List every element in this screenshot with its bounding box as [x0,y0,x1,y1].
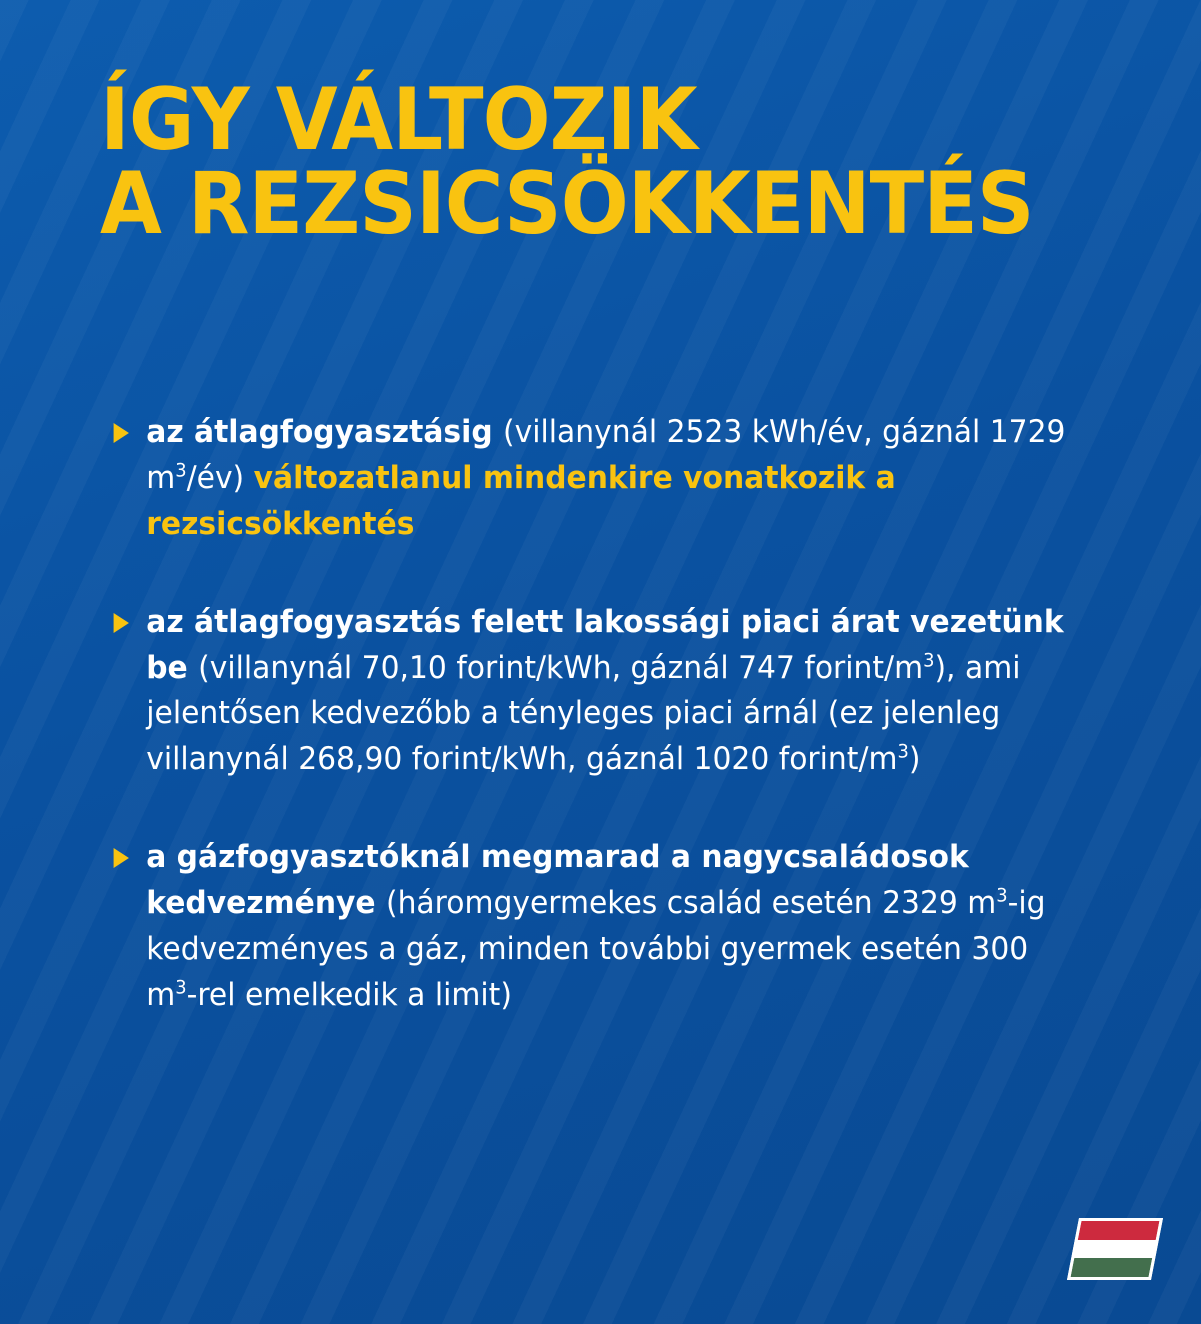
bullet-3-part-1: a gázfogyasztóknál megmarad a nagycsaládosok kedvezménye [146,839,969,921]
bullet-2-part-2: (villanynál 70,10 forint/kWh, gáznál 747 forint/m [198,649,924,686]
triangle-bullet-icon [114,848,129,868]
bullet-3-part-4: -ig kedvezményes a gáz, minden további gyermek esetén 300 m [146,885,1046,1013]
bullet-2-part-4: ), ami jelentősen kedvezőbb a tényleges piaci árnál (ez jelenleg villanynál 268,90 forint/kWh, gáznál 1020 forint/m [146,649,1021,778]
flag-stripe-red [1078,1221,1160,1240]
bullet-3-part-3: 3 [996,885,1008,907]
title-line-2: A REZSICSÖKKENTÉS [100,154,1034,255]
bullet-1-part-4: /év) [186,459,254,496]
bullet-3-part-6: -rel emelkedik a limit) [186,976,512,1013]
triangle-bullet-icon [114,613,129,633]
bullet-3-part-2: (háromgyermekes család esetén 2329 m [385,885,997,921]
bullet-3-part-5: 3 [175,977,187,999]
bullet-lakossagi-piaci-ar [104,600,1074,784]
bullet-2-part-3: 3 [923,650,935,672]
bullet-1-part-1: az átlagfogyasztásig [146,414,503,450]
bullet-nagycsaladosok [104,835,1074,1019]
bullet-1-part-3: 3 [175,460,187,482]
bullet-1-part-5: változatlanul mindenkire vonatkozik a rezsicsökkentés [146,459,896,542]
page-title [100,70,1049,255]
flag-stripe-white [1074,1240,1156,1259]
bullet-2-part-1: az átlagfogyasztás felett lakossági piaci árat vezetünk be [146,603,1064,686]
triangle-bullet-icon [114,423,129,443]
bullet-list [104,410,1114,1019]
bullet-1-part-2: (villanynál 2523 kWh/év, gáznál 1729 m [146,414,1066,496]
bullet-atlagfogyasztasig [104,410,1074,548]
bullet-2-part-5: 3 [897,741,909,763]
title-line-1: ÍGY VÁLTOZIK [100,70,697,170]
bullet-2-part-6: ) [908,741,921,778]
hungarian-flag-icon [1067,1218,1163,1280]
flag-stripe-green [1071,1258,1153,1277]
